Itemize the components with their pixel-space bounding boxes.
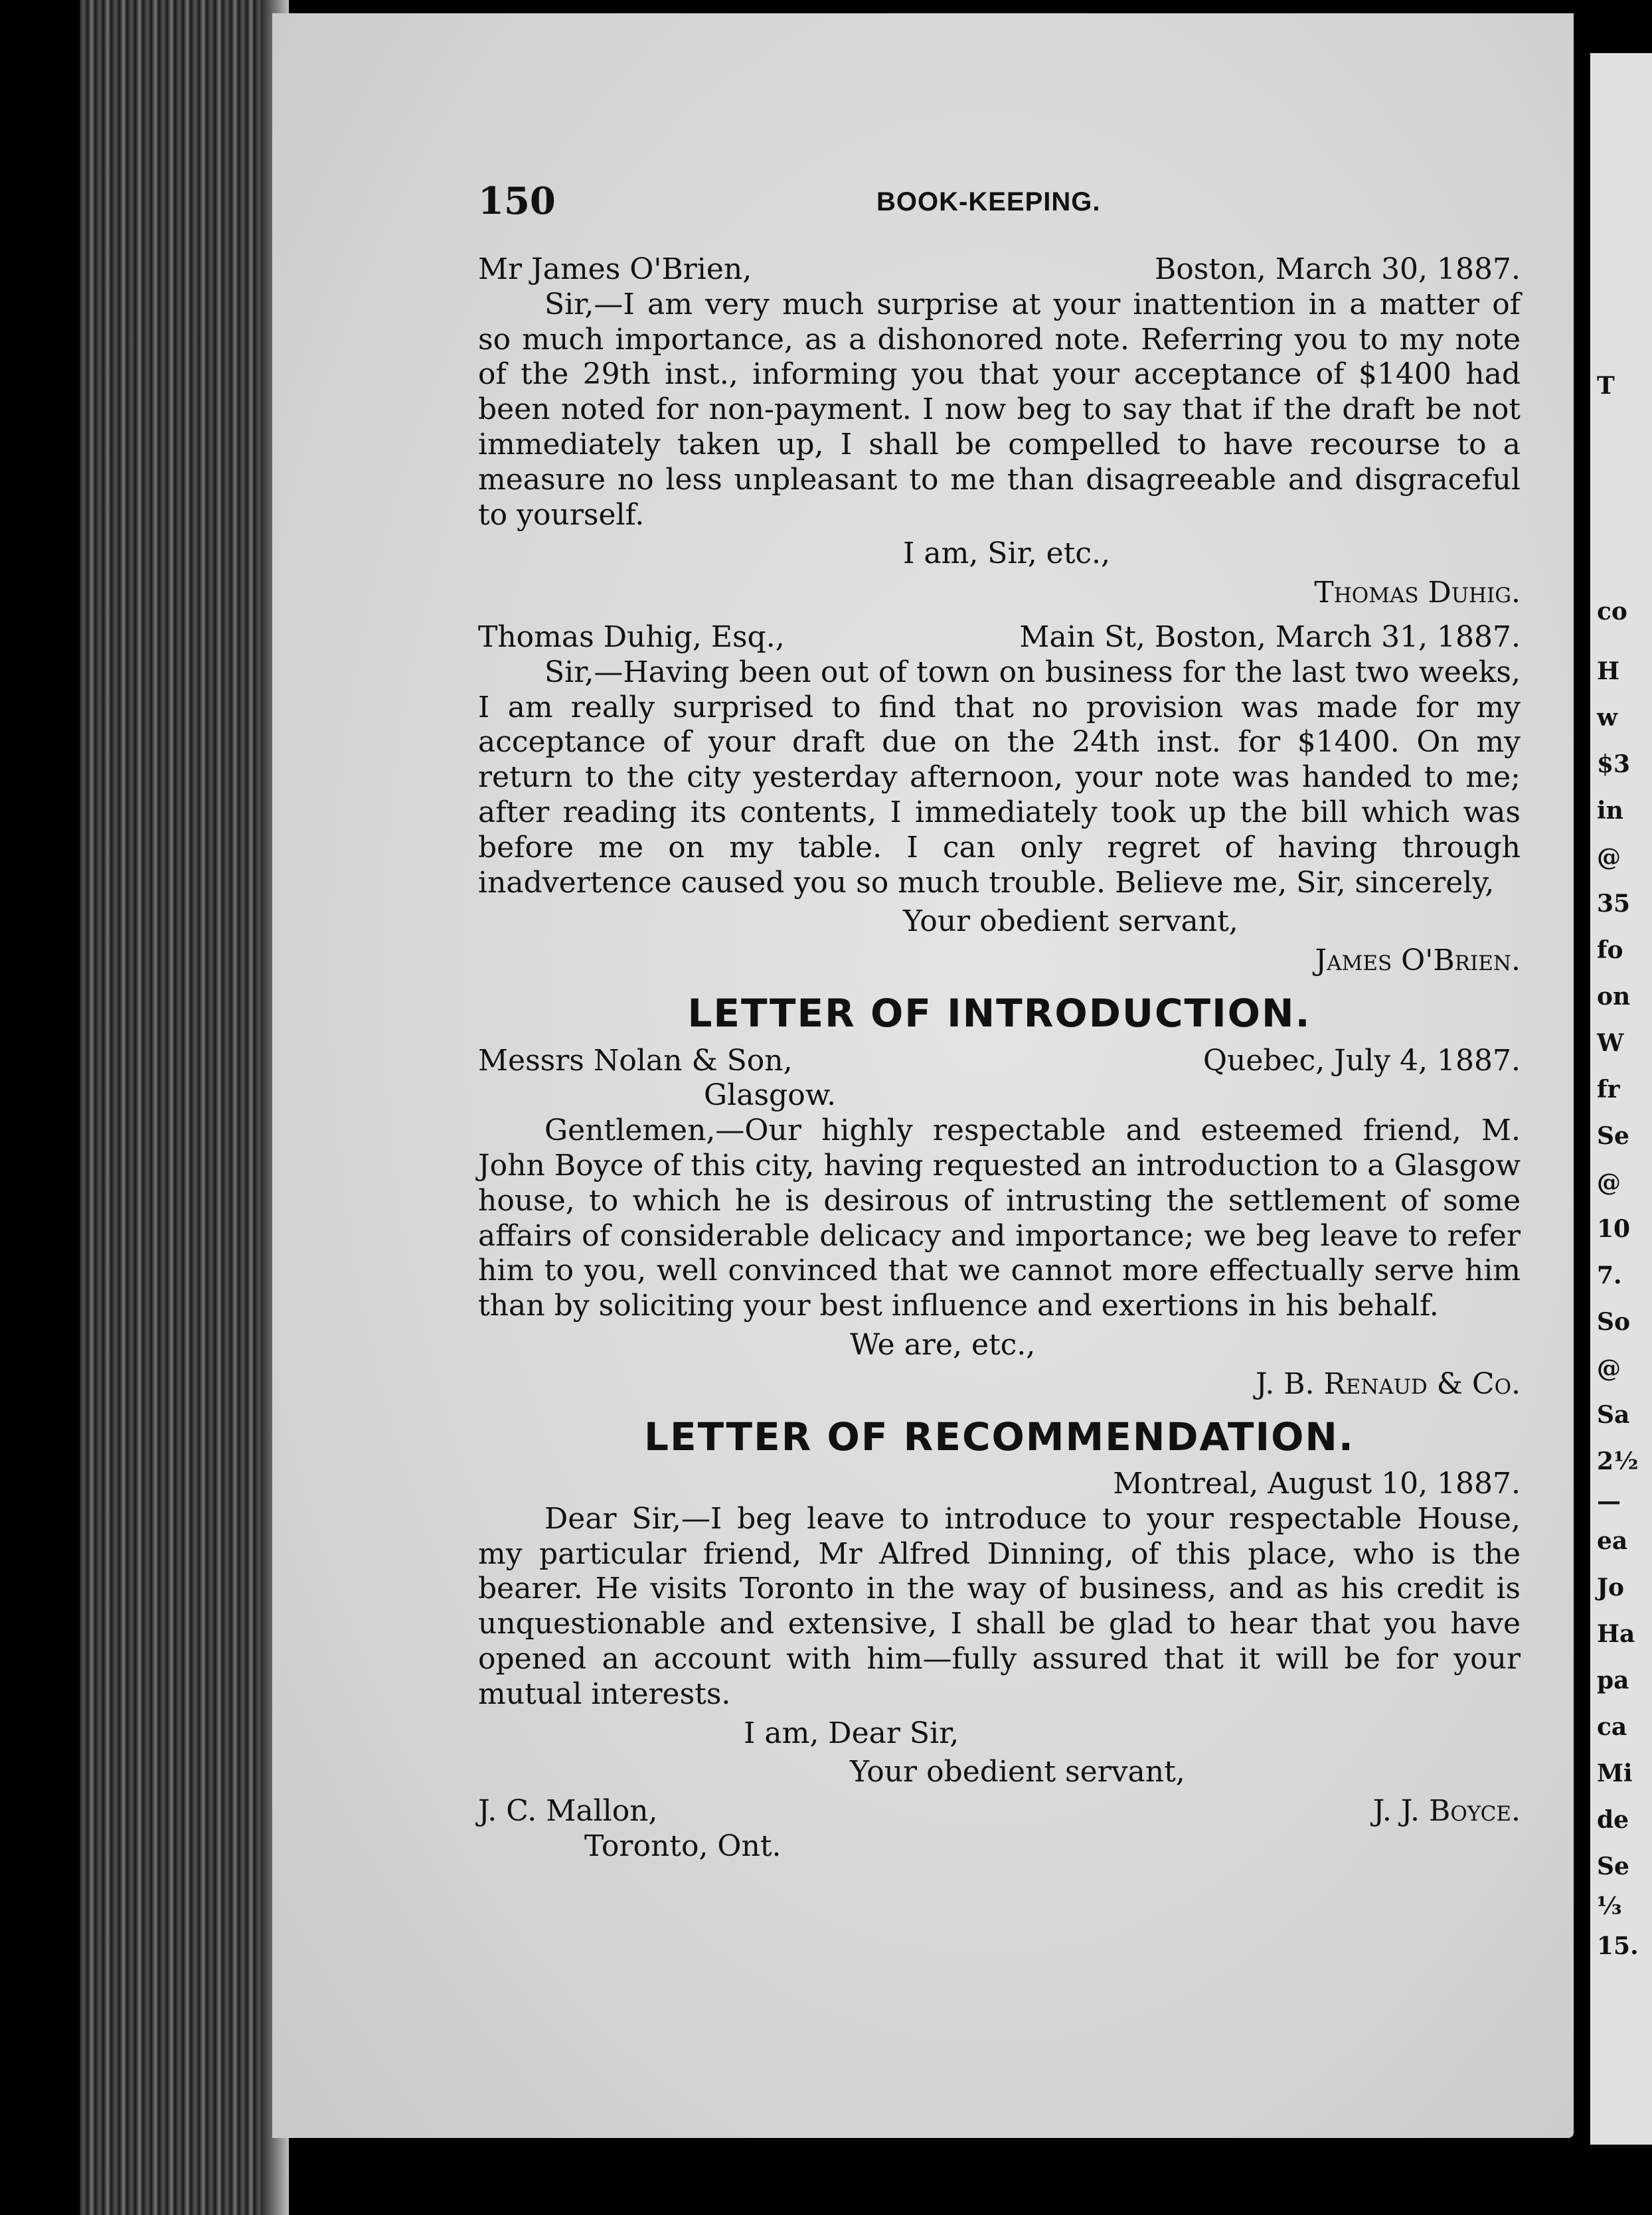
letter-closing: I am, Dear Sir, — [744, 1716, 959, 1750]
letter-body: Sir,—I am very much surprise at your inattention in a matter of so much importance, as a dishonored note. Referring you to my note of the 29th inst., informing you that your acceptance of $1400 had been noted for non-payment. I now beg to say that if the draft be not immediately taken up, I shall be compelled to have recourse to a measure no less unpleasant to me than disagreeable and disgraceful to yourself. — [478, 287, 1521, 532]
facing-page-text: 7. — [1597, 1262, 1622, 1289]
addressee: Messrs Nolan & Son, — [478, 1043, 793, 1078]
facing-page-text: fr — [1597, 1076, 1620, 1104]
letter-closing: I am, Sir, etc., — [903, 536, 1111, 571]
place-date: Main St, Boston, March 31, 1887. — [1019, 619, 1521, 654]
facing-page-text: W — [1597, 1029, 1624, 1057]
letter-footer-row — [478, 1794, 1521, 1829]
letter-heading-row — [478, 1044, 1521, 1079]
book-page-edges — [80, 0, 279, 2215]
facing-page-text: Sa — [1597, 1401, 1630, 1429]
place-date: Quebec, July 4, 1887. — [1202, 1043, 1521, 1078]
letter-closing: We are, etc., — [850, 1327, 1036, 1362]
addressee: Thomas Duhig, Esq., — [478, 619, 785, 654]
addressee: Mr James O'Brien, — [478, 252, 752, 286]
signature: Thomas Duhig. — [1314, 576, 1521, 610]
facing-page-text: co — [1597, 598, 1627, 625]
facing-page-text: ca — [1597, 1713, 1627, 1741]
facing-page-text: in — [1597, 797, 1623, 825]
place-date: Montreal, August 10, 1887. — [1113, 1467, 1521, 1501]
addressee-city: Glasgow. — [704, 1078, 837, 1113]
facing-page-text: pa — [1597, 1667, 1629, 1694]
section-heading: LETTER OF INTRODUCTION. — [687, 990, 1311, 1036]
signature: James O'Brien. — [1315, 943, 1521, 978]
letter-body: Sir,—Having been out of town on business for the last two weeks, I am really surprised to find that no provision was made for my acceptance of your draft due on the 24th inst. for $1400. On my return to the city yesterday afternoon, your note was handed to me; after reading its contents, I immediately took up the bill which was before me on my table. I can only regret of having through inadvertence caused you so much trouble. Believe me, Sir, sincerely, — [478, 655, 1521, 900]
facing-page-fragment — [1590, 53, 1652, 2145]
addressee: J. C. Mallon, — [478, 1794, 658, 1829]
facing-page-text: So — [1597, 1308, 1631, 1336]
letter-of-recommendation — [478, 1414, 1521, 1864]
place-date: Boston, March 30, 1887. — [1154, 252, 1521, 286]
facing-page-text: @ — [1597, 843, 1621, 871]
page-content — [478, 179, 1521, 1864]
facing-page-text: ⅓ — [1597, 1892, 1622, 1920]
running-head: BOOK-KEEPING. — [876, 187, 1101, 216]
facing-page-text: — — [1597, 1487, 1621, 1515]
facing-page-text: @ — [1597, 1169, 1621, 1196]
letter-of-introduction — [478, 991, 1521, 1402]
letter-heading-row — [478, 1467, 1521, 1502]
letter-heading-row — [478, 620, 1521, 655]
facing-page-text: w — [1597, 704, 1617, 732]
facing-page-text: 15. — [1597, 1932, 1639, 1960]
facing-page-text: T — [1597, 372, 1615, 400]
letter-body: Dear Sir,—I beg leave to introduce to your respectable House, my particular friend, Mr Alfred Dinning, of this place, who is the bearer. He visits Toronto in the way of business, and as his credit is unquestionable and extensive, I shall be glad to hear that you have opened an account with him—fully assured that it will be for your mutual interests. — [478, 1501, 1521, 1711]
facing-page-text: $3 — [1597, 750, 1631, 778]
letter-body: Gentlemen,—Our highly respectable and esteemed friend, M. John Boyce of this city, having requested an introduction to a Glasgow house, to which he is desirous of intrusting the settlement of some affairs of considerable delicacy and importance; we beg leave to refer him to you, well convinced that we cannot more effectually serve him than by soliciting your best influence and exertions in his behalf. — [478, 1113, 1521, 1323]
facing-page-text: 10 — [1597, 1215, 1631, 1243]
facing-page-text: ea — [1597, 1527, 1628, 1555]
facing-page-text: Se — [1597, 1852, 1629, 1880]
facing-page-text: de — [1597, 1806, 1629, 1834]
addressee-city: Toronto, Ont. — [584, 1829, 782, 1864]
signature: J. J. Boyce. — [1372, 1794, 1521, 1829]
letter-closing: Your obedient servant, — [903, 904, 1238, 939]
facing-page-text: 2½ — [1597, 1447, 1639, 1475]
facing-page-text: Ha — [1597, 1620, 1635, 1648]
facing-page-text: on — [1597, 983, 1631, 1011]
facing-page-text: Se — [1597, 1122, 1629, 1150]
section-heading: LETTER OF RECOMMENDATION. — [644, 1414, 1355, 1459]
letter-heading-row — [478, 252, 1521, 287]
facing-page-text: 35 — [1597, 890, 1631, 918]
facing-page-text: @ — [1597, 1354, 1621, 1382]
facing-page-text: H — [1597, 657, 1620, 685]
letter-closing: Your obedient servant, — [850, 1755, 1185, 1789]
facing-page-text: Jo — [1597, 1574, 1625, 1601]
facing-page-text: Mi — [1597, 1760, 1633, 1787]
facing-page-text: fo — [1597, 936, 1623, 964]
signature: J. B. Renaud & Co. — [1256, 1366, 1521, 1401]
page-number: 150 — [478, 179, 556, 223]
page-header — [478, 179, 1521, 226]
letter-obrien-notice — [478, 252, 1521, 611]
letter-duhig-reply — [478, 620, 1521, 979]
